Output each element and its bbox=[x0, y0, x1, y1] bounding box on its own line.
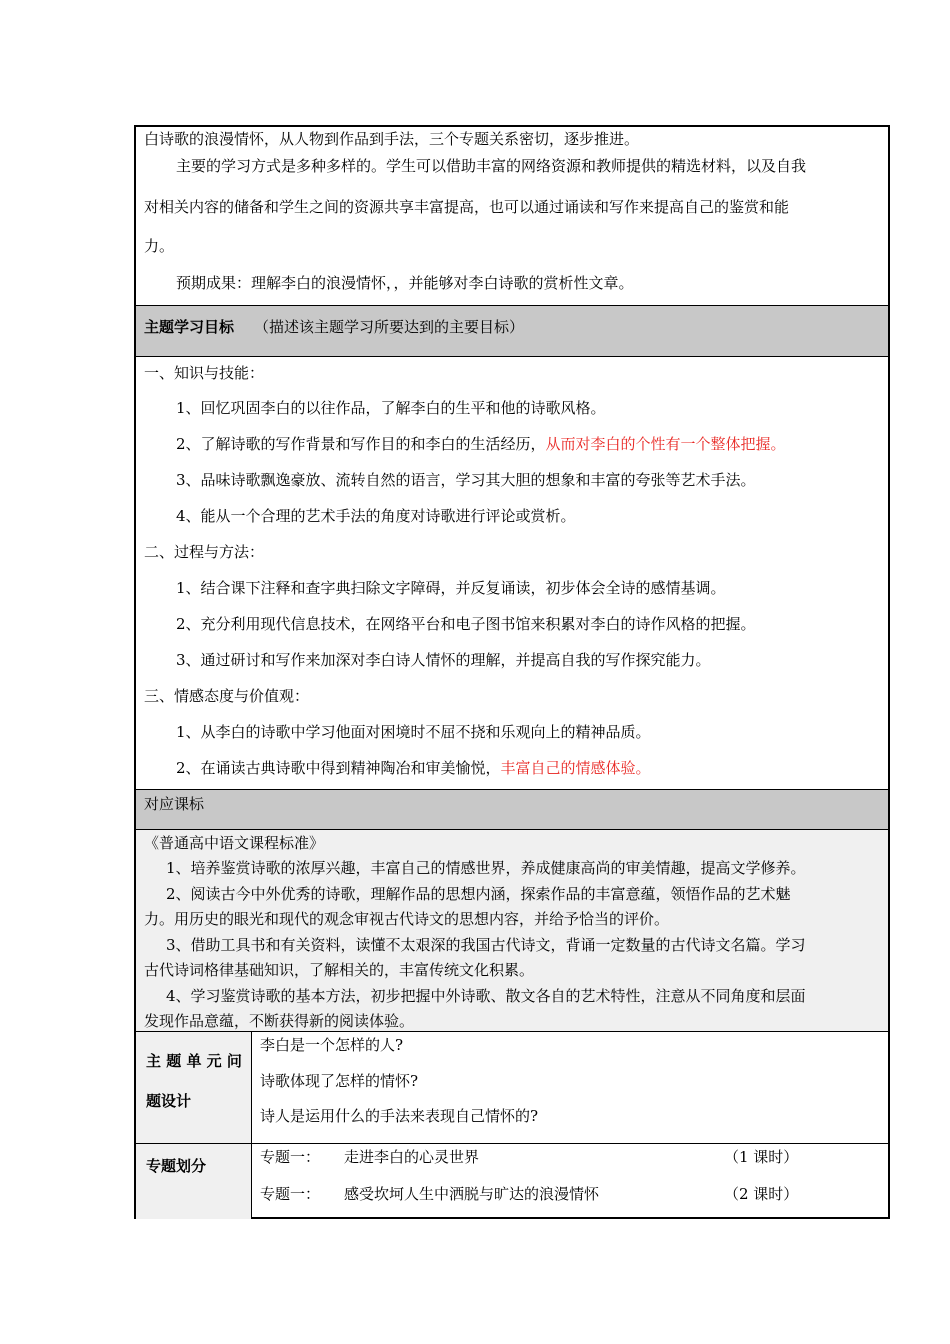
goal-item: 3、品味诗歌飘逸豪放、流转自然的语言，学习其大胆的想象和丰富的夸张等艺术手法。 bbox=[176, 471, 756, 489]
question-item: 李白是一个怎样的人? bbox=[260, 1036, 404, 1054]
standard-item: 2、阅读古今中外优秀的诗歌，理解作品的思想内涵，探索作品的丰富意蕴，领悟作品的艺术魅 bbox=[166, 885, 791, 903]
questions-label: 主 题 单 元 问 bbox=[146, 1052, 242, 1070]
topic-name: 专题一： bbox=[260, 1185, 321, 1203]
standard-item: 4、学习鉴赏诗歌的基本方法，初步把握中外诗歌、散文各自的艺术特性，注意从不同角度和层面 bbox=[166, 987, 806, 1005]
goal-item bbox=[176, 435, 786, 453]
goal-item: 1、结合课下注释和查字典扫除文字障碍，并反复诵读，初步体会全诗的感情基调。 bbox=[176, 579, 726, 597]
goal-item-text: 2、了解诗歌的写作背景和写作目的和李白的生活经历， bbox=[176, 435, 546, 453]
goals-section bbox=[136, 357, 888, 789]
goals-header bbox=[136, 306, 888, 356]
goal-item: 4、能从一个合理的艺术手法的角度对诗歌进行评论或赏析。 bbox=[176, 507, 576, 525]
standard-item: 1、培养鉴赏诗歌的浓厚兴趣，丰富自己的情感世界，养成健康高尚的审美情趣，提高文学修养。 bbox=[166, 859, 806, 877]
standard-item: 力。用历史的眼光和现代的观念审视古代诗文的思想内容，并给予恰当的评价。 bbox=[144, 910, 670, 928]
standard-item: 古代诗词格律基础知识，了解相关的，丰富传统文化积累。 bbox=[144, 961, 535, 979]
goal-item: 1、回忆巩固李白的以往作品，了解李白的生平和他的诗歌风格。 bbox=[176, 399, 606, 417]
question-item: 诗歌体现了怎样的情怀? bbox=[260, 1072, 419, 1090]
goal-item-highlight: 丰富自己的情感体验。 bbox=[500, 759, 651, 777]
goal-item bbox=[176, 759, 651, 777]
standards-header-title: 对应课标 bbox=[144, 795, 205, 813]
standard-item: 发现作品意蕴，不断获得新的阅读体验。 bbox=[144, 1012, 415, 1030]
goal-item: 1、从李白的诗歌中学习他面对困境时不屈不挠和乐观向上的精神品质。 bbox=[176, 723, 651, 741]
goal-heading: 一、知识与技能： bbox=[144, 364, 265, 382]
intro-line: 力。 bbox=[144, 237, 175, 255]
divider bbox=[251, 1144, 252, 1219]
topics-row bbox=[136, 1144, 888, 1219]
topic-hours: （1 课时） bbox=[724, 1148, 799, 1166]
topic-hours: （2 课时） bbox=[724, 1185, 799, 1203]
goal-item: 3、通过研讨和写作来加深对李白诗人情怀的理解，并提高自我的写作探究能力。 bbox=[176, 651, 711, 669]
intro-section bbox=[136, 127, 888, 305]
expected-outcome: 预期成果：理解李白的浪漫情怀，，并能够对李白诗歌的赏析性文章。 bbox=[176, 274, 634, 292]
standards-title: 《普通高中语文课程标准》 bbox=[144, 834, 325, 852]
goals-header-title: 主题学习目标 bbox=[144, 318, 235, 336]
intro-line: 主要的学习方式是多种多样的。学生可以借助丰富的网络资源和教师提供的精选材料，以及自我 bbox=[176, 157, 807, 175]
divider bbox=[251, 1032, 252, 1143]
goal-item: 2、充分利用现代信息技术，在网络平台和电子图书馆来积累对李白的诗作风格的把握。 bbox=[176, 615, 756, 633]
standards-section bbox=[136, 830, 888, 1031]
questions-label-cell bbox=[136, 1032, 251, 1143]
standards-header bbox=[136, 790, 888, 829]
standard-item: 3、借助工具书和有关资料，读懂不太艰深的我国古代诗文，背诵一定数量的古代诗文名篇。学习 bbox=[166, 936, 806, 954]
topic-name: 专题一： bbox=[260, 1148, 321, 1166]
topics-label: 专题划分 bbox=[146, 1157, 207, 1175]
topics-label-cell bbox=[136, 1144, 251, 1219]
goal-heading: 二、过程与方法： bbox=[144, 543, 265, 561]
questions-row bbox=[136, 1032, 888, 1143]
topic-title: 走进李白的心灵世界 bbox=[344, 1148, 480, 1166]
topic-title: 感受坎坷人生中洒脱与旷达的浪漫情怀 bbox=[344, 1185, 600, 1203]
question-item: 诗人是运用什么的手法来表现自己情怀的? bbox=[260, 1107, 539, 1125]
goal-item-highlight: 从而对李白的个性有一个整体把握。 bbox=[545, 435, 786, 453]
intro-line: 白诗歌的浪漫情怀，从人物到作品到手法，三个专题关系密切，逐步推进。 bbox=[144, 130, 640, 148]
lesson-plan-table bbox=[134, 125, 890, 1219]
goal-item-text: 2、在诵读古典诗歌中得到精神陶冶和审美愉悦， bbox=[176, 759, 501, 777]
questions-label: 题设计 bbox=[146, 1092, 192, 1110]
goal-heading: 三、情感态度与价值观： bbox=[144, 687, 310, 705]
intro-line: 对相关内容的储备和学生之间的资源共享丰富提高，也可以通过诵读和写作来提高自己的鉴赏和能 bbox=[144, 198, 790, 216]
goals-header-note: （描述该主题学习所要达到的主要目标） bbox=[254, 318, 525, 336]
